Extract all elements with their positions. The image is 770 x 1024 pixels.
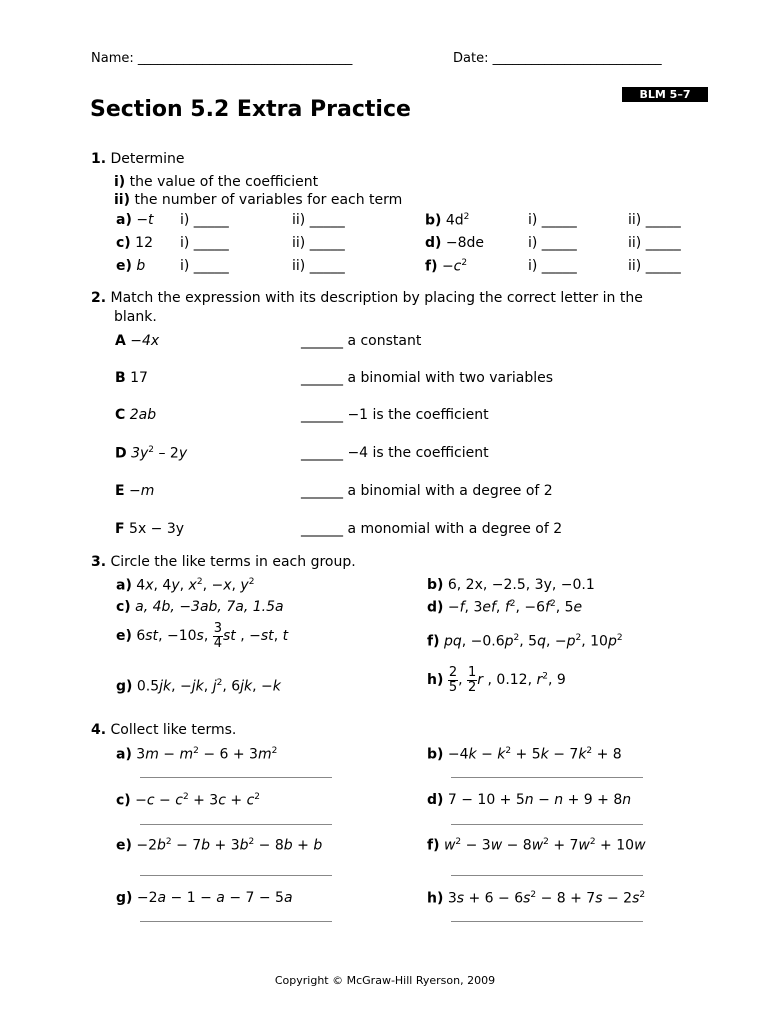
q1-item-e: [116, 258, 145, 274]
q4-item-b: $b) -4k - k^2 + 5k - 7k^2 + 8$: [427, 746, 622, 763]
q1-b-expr: 4d: [445, 212, 464, 229]
q3-b-label: b): [427, 577, 444, 593]
q2-row-d-expr: D $3y^2 - 2y$: [115, 445, 188, 462]
q4-f-label: f): [427, 837, 440, 854]
q3-item-g: g) 0.5jk, −jk, $j^2$, 6jk, −k: [116, 678, 281, 695]
q4-item-h: h) $3s + 6 - 6s^2 - 8 + 7s - 2s^2$: [427, 890, 646, 907]
q2-f-description: a monomial with a degree of 2: [347, 521, 563, 537]
q1-ii-label: ii): [114, 192, 130, 208]
q4-item-c: $c) -c - c^2 + 3c + c^2$: [116, 792, 260, 809]
q4-e-answer-line[interactable]: [140, 875, 332, 876]
q2-row-b-expr: [115, 370, 148, 386]
q1-f-label: f): [425, 258, 438, 275]
q3-item-h: h) $\frac{2}{5}$ , $\frac{1}{2}$ r , 0.12, $r^2$, 9: [427, 665, 566, 695]
q1-e-expr: b: [136, 258, 146, 274]
date-field[interactable]: [453, 51, 662, 66]
q4-heading: [91, 722, 236, 738]
q2-a-letter: A: [115, 333, 126, 349]
q1-ii-text: the number of variables for each term: [134, 192, 403, 208]
q2-row-f-desc: [301, 521, 562, 537]
fraction-2-5: $\frac{2}{5}$: [448, 665, 458, 695]
q1-d-blank-ii[interactable]: ii) _____: [628, 235, 681, 251]
q2-b-letter: B: [115, 370, 126, 386]
q4-a-answer-line[interactable]: [140, 777, 332, 778]
q4-h-label: h): [427, 890, 444, 907]
q2-prompt-line1: Match the expression with its description by placing the correct letter in the: [110, 290, 643, 306]
q4-item-g: g) −2a − 1 − a − 7 − 5a: [116, 890, 293, 906]
q2-b-expression: 17: [130, 370, 148, 386]
q2-e-description: a binomial with a degree of 2: [347, 483, 553, 499]
q2-a-description: a constant: [347, 333, 422, 349]
q2-heading: [91, 290, 643, 306]
q2-e-letter: E: [115, 483, 125, 499]
q2-b-description: a binomial with two variables: [347, 370, 554, 386]
q4-item-d: d) 7 − 10 + 5n − n + 9 + 8n: [427, 792, 632, 808]
q1-e-blank-i[interactable]: i) _____: [180, 258, 229, 274]
q1-c-label: c): [116, 235, 131, 251]
q4-c-answer-line[interactable]: [140, 824, 332, 825]
q2-number: 2.: [91, 290, 107, 306]
q2-e-expression: −m: [129, 483, 155, 499]
q2-row-b-desc: [301, 370, 553, 386]
q2-row-a-desc: [301, 333, 421, 349]
q1-item-f: $f) -c^2$: [425, 258, 468, 275]
q2-a-blank[interactable]: ______: [301, 333, 343, 349]
q4-c-label: c): [116, 792, 131, 809]
q2-c-blank[interactable]: ______: [301, 407, 343, 423]
name-field[interactable]: [91, 51, 352, 66]
fraction-3-4: $\frac{3}{4}$: [213, 621, 222, 651]
q3-a-label: a): [116, 577, 132, 594]
q1-number: 1.: [91, 151, 107, 167]
q2-row-e-desc: [301, 483, 553, 499]
q2-c-letter: C: [115, 407, 126, 423]
q2-c-expression: 2ab: [129, 407, 157, 423]
page-title: Section 5.2 Extra Practice: [90, 97, 411, 122]
q1-b-blank-i[interactable]: i) _____: [528, 212, 577, 228]
q4-d-answer-line[interactable]: [451, 824, 643, 825]
q1-c-expr: 12: [135, 235, 153, 251]
q3-item-c: [116, 599, 284, 615]
q1-b-label: b): [425, 212, 442, 229]
q1-sub-i: [114, 174, 318, 190]
q3-e-label: e): [116, 628, 132, 645]
q3-number: 3.: [91, 554, 107, 570]
q1-f-blank-ii[interactable]: ii) _____: [628, 258, 681, 274]
q4-item-f: f) $w^2 - 3w - 8w^2 + 7w^2 + 10w$: [427, 837, 646, 854]
q3-c-terms: a, 4b, −3ab, 7a, 1.5a: [135, 599, 284, 615]
q2-row-c-expr: [115, 407, 156, 423]
q2-d-letter: D: [115, 445, 127, 462]
q1-item-a: [116, 212, 154, 228]
q1-item-d: [425, 235, 484, 251]
q3-prompt: Circle the like terms in each group.: [110, 554, 356, 570]
q4-g-label: g): [116, 890, 133, 906]
q1-d-expr: −8de: [445, 235, 485, 251]
q3-g-label: g): [116, 678, 133, 695]
q1-d-label: d): [425, 235, 442, 251]
q2-f-blank[interactable]: ______: [301, 521, 343, 537]
q2-row-e-expr: [115, 483, 154, 499]
q3-item-f: f) pq, $-0.6p^2$, 5q, $-p^2$, $10p^2$: [427, 633, 623, 650]
q1-a-blank-ii[interactable]: ii) _____: [292, 212, 345, 228]
q1-f-expr: −c: [441, 258, 462, 275]
q1-i-text: the value of the coefficient: [129, 174, 319, 190]
q1-d-blank-i[interactable]: i) _____: [528, 235, 577, 251]
fraction-1-2: $\frac{1}{2}$: [468, 665, 477, 695]
q4-item-e: $e) -2b^2 - 7b + 3b^2 - 8b + b$: [116, 837, 323, 854]
q1-prompt: Determine: [110, 151, 185, 167]
q4-b-answer-line[interactable]: [451, 777, 643, 778]
name-label: Name:: [91, 51, 134, 66]
q2-row-c-desc: [301, 407, 489, 423]
q3-c-label: c): [116, 599, 131, 615]
q3-item-e: e) 6st, −10s, $\frac{3}{4}$ st , −st, t: [116, 621, 289, 651]
q1-i-label: i): [114, 174, 126, 190]
q2-e-blank[interactable]: ______: [301, 483, 343, 499]
q2-f-expression: 5x − 3y: [129, 521, 185, 537]
q4-b-label: b): [427, 746, 444, 763]
q1-e-label: e): [116, 258, 132, 274]
q3-h-label: h): [427, 672, 444, 689]
q3-item-d: d) −f, 3ef, $f^2$, $-6f^2$, 5e: [427, 599, 583, 616]
q3-heading: [91, 554, 356, 570]
q1-b-blank-ii[interactable]: ii) _____: [628, 212, 681, 228]
q1-a-blank-i[interactable]: i) _____: [180, 212, 229, 228]
q2-f-letter: F: [115, 521, 125, 537]
date-label: Date:: [453, 51, 489, 66]
q1-a-expr: −t: [136, 212, 154, 228]
q4-f-answer-line[interactable]: [451, 875, 643, 876]
q1-c-blank-ii[interactable]: ii) _____: [292, 235, 345, 251]
q2-a-expression: −4x: [130, 333, 160, 349]
q3-b-terms: 6, 2x, −2.5, 3y, −0.1: [447, 577, 595, 593]
q3-item-b: [427, 577, 595, 593]
q1-item-c: [116, 235, 153, 251]
q1-sub-ii: [114, 192, 402, 208]
q2-row-a-expr: [115, 333, 159, 349]
q2-c-description: −1 is the coefficient: [347, 407, 489, 423]
date-blank: __________________________: [492, 51, 662, 66]
q2-d-description: −4 is the coefficient: [347, 445, 489, 461]
q4-h-answer-line[interactable]: [451, 921, 643, 922]
q1-f-blank-i[interactable]: i) _____: [528, 258, 577, 274]
q2-d-expression: 3y: [131, 445, 149, 462]
q2-d-blank[interactable]: ______: [301, 445, 343, 461]
blm-badge: BLM 5–7: [622, 87, 708, 102]
q2-prompt-line2: blank.: [114, 309, 157, 325]
name-blank: _________________________________: [137, 51, 353, 66]
q1-c-blank-i[interactable]: i) _____: [180, 235, 229, 251]
q3-d-label: d): [427, 599, 444, 616]
q1-item-b: b) $4d^2$: [425, 212, 470, 229]
q4-a-label: a): [116, 746, 132, 763]
q4-g-answer-line[interactable]: [140, 921, 332, 922]
q1-a-label: a): [116, 212, 132, 228]
copyright-footer: Copyright © McGraw-Hill Ryerson, 2009: [274, 974, 496, 987]
q4-d-label: d): [427, 792, 444, 808]
q4-item-a: a) $3m - m^2 - 6 + 3m^2$: [116, 746, 278, 763]
q1-e-blank-ii[interactable]: ii) _____: [292, 258, 345, 274]
q2-b-blank[interactable]: ______: [301, 370, 343, 386]
q2-row-d-desc: [301, 445, 489, 461]
q2-row-f-expr: [115, 521, 184, 537]
q3-f-label: f): [427, 633, 440, 650]
q4-e-label: e): [116, 837, 132, 854]
q4-prompt: Collect like terms.: [110, 722, 237, 738]
q3-item-a: a) 4x, 4y, $x^2$, −x, $y^2$: [116, 577, 255, 594]
q1-heading: [91, 151, 185, 167]
q4-number: 4.: [91, 722, 107, 738]
